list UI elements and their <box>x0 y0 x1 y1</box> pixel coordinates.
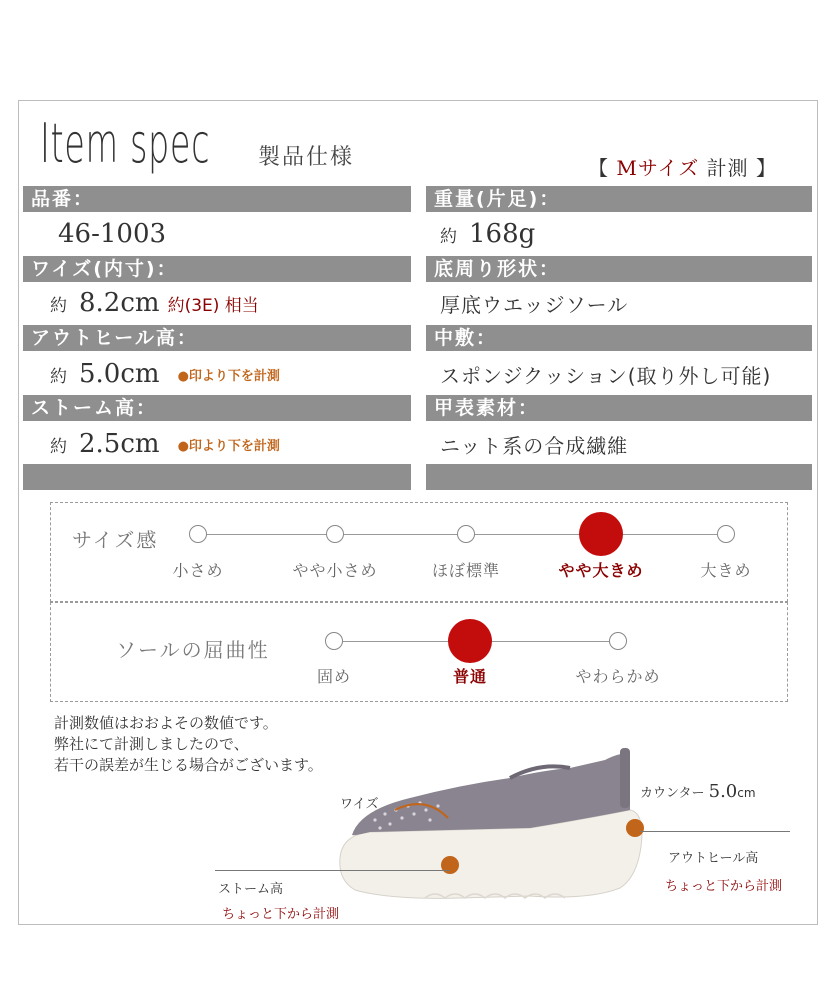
storm-prefix: 約 <box>50 436 67 457</box>
upper-header: 甲表素材： <box>426 395 812 421</box>
note-line: 計測数値はおおよその数値です。 <box>54 714 278 732</box>
upper-value-row <box>440 423 628 465</box>
size-feel-box <box>50 502 788 602</box>
weight-value: 168g <box>469 219 536 249</box>
flex-option-label: 普通 <box>452 667 488 686</box>
page-title: Item spec <box>40 112 211 175</box>
size-feel-label: サイズ感 <box>72 528 159 552</box>
size-note-size: Mサイズ <box>616 156 700 180</box>
empty-bar-right <box>426 464 812 490</box>
size-feel-marker <box>326 525 344 543</box>
size-feel-marker <box>189 525 207 543</box>
storm-guide-line <box>215 870 450 871</box>
flex-option-label: 固め <box>316 667 352 686</box>
size-feel-option-label: ほぼ標準 <box>431 561 501 580</box>
storm-diagram-note: ちょっと下から計測 <box>222 907 340 922</box>
size-feel-option-label: 小さめ <box>172 561 224 580</box>
width-value: 8.2cm <box>79 288 160 318</box>
counter-value: 5.0 <box>708 781 738 802</box>
size-feel-marker <box>717 525 735 543</box>
hinban-header: 品番： <box>23 186 411 212</box>
storm-note: ●印より下を計測 <box>177 438 280 454</box>
outheel-guide-line <box>640 831 790 832</box>
counter-unit: cm <box>737 786 756 800</box>
outheel-value: 5.0cm <box>79 359 160 389</box>
storm-value-row <box>50 423 280 465</box>
flex-marker <box>448 619 492 663</box>
hinban-value-row <box>58 213 166 255</box>
note-line: 弊社にて計測しましたので、 <box>54 735 249 753</box>
size-feel-option-label: やや小さめ <box>292 561 378 580</box>
width-header: ワイズ(内寸)： <box>23 256 411 282</box>
shoe-image <box>330 740 660 910</box>
wise-label: ワイズ <box>340 797 379 812</box>
storm-value: 2.5cm <box>79 429 160 459</box>
sole-shape-value-row <box>440 282 628 324</box>
flex-marker <box>325 632 343 650</box>
outheel-prefix: 約 <box>50 366 67 387</box>
width-note: 約(3E) 相当 <box>167 295 259 316</box>
size-feel-marker <box>457 525 475 543</box>
outheel-value-row <box>50 353 280 395</box>
page-subtitle: 製品仕様 <box>258 145 355 170</box>
measurement-note <box>54 713 323 776</box>
weight-prefix: 約 <box>440 226 457 247</box>
note-line: 若干の誤差が生じる場合がございます。 <box>54 756 323 774</box>
flex-label: ソールの屈曲性 <box>116 638 270 662</box>
size-feel-option-label: やや大きめ <box>558 561 644 580</box>
size-feel-option-label: 大きめ <box>700 561 752 580</box>
size-note-open: 【 <box>588 156 609 180</box>
insole-value: スポンジクッション(取り外し可能) <box>440 363 772 388</box>
hinban-value: 46-1003 <box>58 219 167 249</box>
insole-value-row <box>440 353 771 395</box>
outheel-header: アウトヒール高： <box>23 325 411 351</box>
upper-value: ニット系の合成繊維 <box>440 433 629 458</box>
weight-value-row <box>440 213 535 255</box>
flex-option-label: やわらかめ <box>575 667 661 686</box>
size-note-rest: 計測 】 <box>706 156 777 180</box>
counter-text: カウンター <box>640 786 705 801</box>
outheel-diagram-label: アウトヒール高 <box>668 851 759 866</box>
sole-shape-value: 厚底ウエッジソール <box>440 292 629 317</box>
weight-header: 重量(片足)： <box>426 186 812 212</box>
outheel-note: ●印より下を計測 <box>177 368 280 384</box>
size-feel-marker <box>579 512 623 556</box>
insole-header: 中敷： <box>426 325 812 351</box>
sole-shape-header: 底周り形状： <box>426 256 812 282</box>
empty-bar-left <box>23 464 411 490</box>
storm-diagram-label: ストーム高 <box>218 882 284 897</box>
size-measure-note <box>588 152 777 181</box>
counter-label <box>640 781 756 802</box>
width-value-row <box>50 282 259 324</box>
storm-header: ストーム高： <box>23 395 411 421</box>
flex-marker <box>609 632 627 650</box>
outheel-diagram-note: ちょっと下から計測 <box>665 879 783 894</box>
width-prefix: 約 <box>50 295 67 316</box>
